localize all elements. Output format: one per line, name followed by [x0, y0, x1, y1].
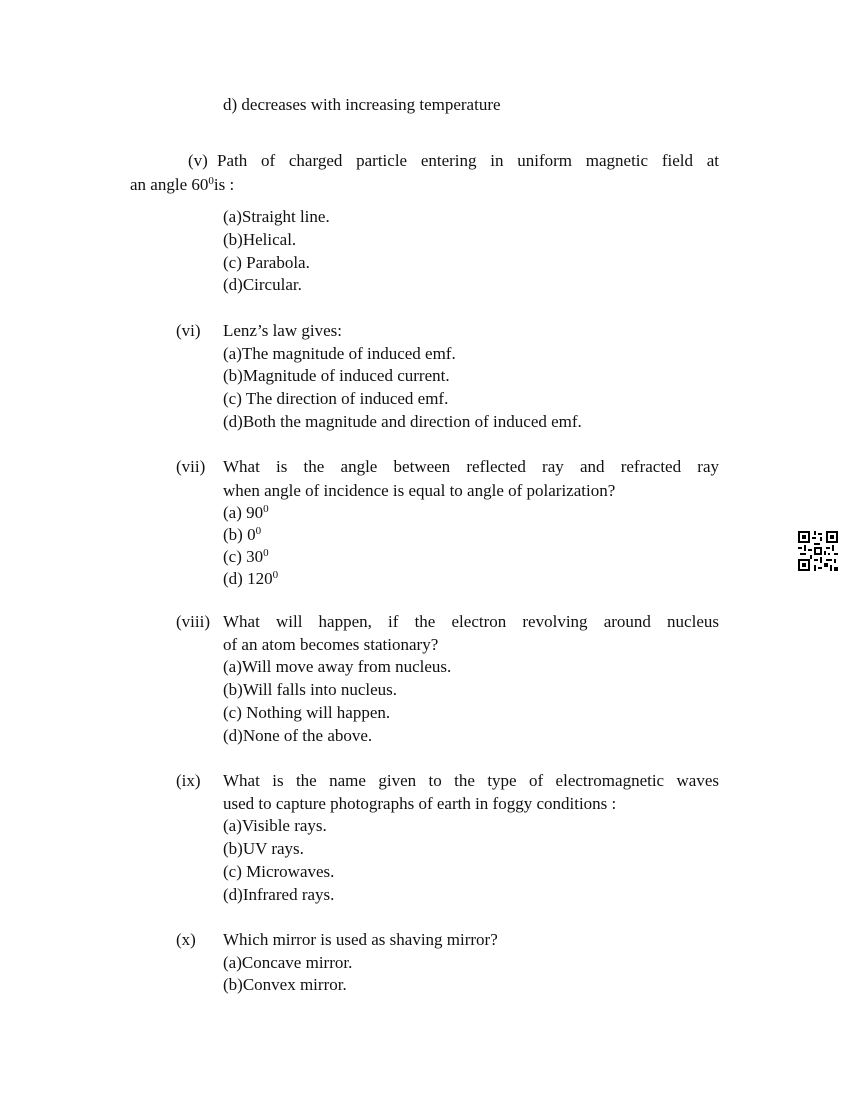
- q10-option-a: (a)Concave mirror.: [223, 953, 353, 972]
- q6-stem: Lenz’s law gives:: [223, 321, 342, 340]
- q8-option-d: (d)None of the above.: [223, 726, 373, 745]
- q7-stem-line1: What is the angle between reflected ray and refracted ray: [223, 457, 719, 476]
- q6-option-c: (c) The direction of induced emf.: [223, 389, 449, 408]
- q9-option-b: (b)UV rays.: [223, 839, 304, 858]
- qr-code-icon: [798, 531, 838, 571]
- q5-stem-line2: an angle $60^0is$ :: [130, 174, 235, 194]
- q7-stem-line2: when angle of incidence is equal to angle of polarization?: [223, 481, 616, 500]
- q7-option-c: (c) $30^0$: [223, 546, 269, 566]
- q5-option-a: (a)Straight line.: [223, 207, 330, 226]
- q8-stem-line1: What will happen, if the electron revolving around nucleus: [223, 612, 719, 631]
- q7-option-b: (b) $0^0$: [223, 524, 262, 544]
- q9-stem-line1: What is the name given to the type of electromagnetic waves: [223, 771, 719, 790]
- q8-stem-line2: of an atom becomes stationary?: [223, 635, 439, 654]
- q9-option-a: (a)Visible rays.: [223, 816, 327, 835]
- q9-option-c: (c) Microwaves.: [223, 862, 335, 881]
- q6-number: (vi): [176, 321, 201, 340]
- q10-option-b: (b)Convex mirror.: [223, 975, 347, 994]
- q4-option-d: d) decreases with increasing temperature: [223, 95, 501, 114]
- q5-option-c: (c) Parabola.: [223, 253, 310, 272]
- q7-option-d: (d) $120^0$: [223, 568, 279, 588]
- q5-number: (v): [188, 151, 208, 170]
- q9-option-d: (d)Infrared rays.: [223, 885, 335, 904]
- q7-option-a: (a) $90^0$: [223, 502, 269, 522]
- q9-stem-line2: used to capture photographs of earth in foggy conditions :: [223, 794, 617, 813]
- q8-option-a: (a)Will move away from nucleus.: [223, 657, 452, 676]
- q5-option-d: (d)Circular.: [223, 275, 302, 294]
- q8-option-b: (b)Will falls into nucleus.: [223, 680, 398, 699]
- q10-stem: Which mirror is used as shaving mirror?: [223, 930, 498, 949]
- degree-superscript: 0: [208, 174, 214, 187]
- q7-number: (vii): [176, 457, 206, 476]
- q9-number: (ix): [176, 771, 201, 790]
- q6-option-d: (d)Both the magnitude and direction of induced emf.: [223, 412, 582, 431]
- q8-number: (viii): [176, 612, 210, 631]
- q5-stem-line1: Path of charged particle entering in uniform magnetic field at: [217, 151, 719, 170]
- q6-option-a: (a)The magnitude of induced emf.: [223, 344, 456, 363]
- q10-number: (x): [176, 930, 196, 949]
- q6-option-b: (b)Magnitude of induced current.: [223, 366, 450, 385]
- q8-option-c: (c) Nothing will happen.: [223, 703, 391, 722]
- q5-option-b: (b)Helical.: [223, 230, 297, 249]
